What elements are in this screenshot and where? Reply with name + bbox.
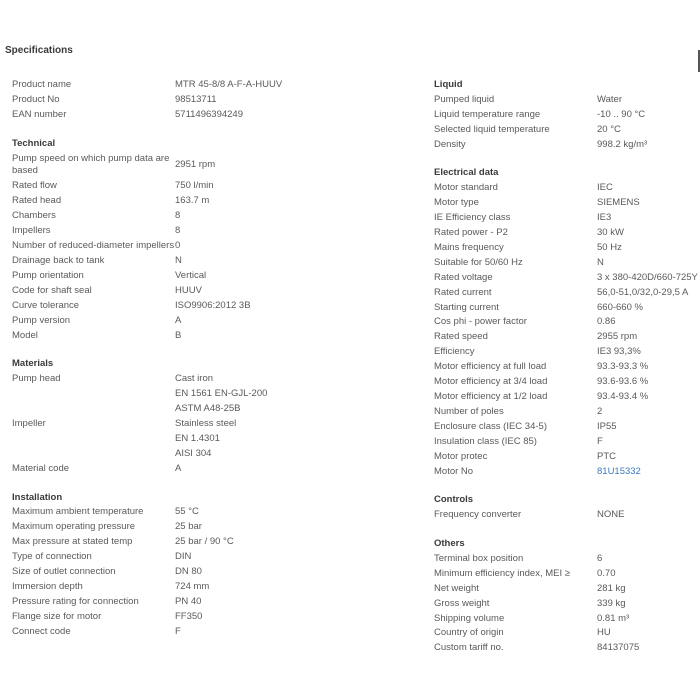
spec-row-continued [12,447,412,462]
spec-label: Gross weight [434,597,490,609]
spec-row-insulation-class-iec-85 [434,435,700,450]
spec-value: 2951 rpm [175,158,216,170]
section-title: Controls [434,494,474,506]
spec-row-pumped-liquid [434,93,700,108]
spec-label: Suitable for 50/60 Hz [434,256,523,268]
section-technical [12,137,412,344]
spec-row-connect-code [12,625,412,640]
spec-value: IEC [597,182,613,194]
spec-value: 724 mm [175,580,210,592]
spec-value: 50 Hz [597,241,622,253]
spec-value: ISO9906:2012 3B [175,299,251,311]
spec-label: Number of reduced-diameter impellers [12,239,175,251]
spec-row-size-of-outlet-connection [12,565,412,580]
spec-value: 56,0-51,0/32,0-29,5 A [597,286,689,298]
spec-label: Type of connection [12,551,92,563]
spec-value: 93.4-93.4 % [597,391,649,403]
spec-row-country-of-origin [434,626,700,641]
spec-label: Frequency converter [434,509,522,521]
spec-label: Curve tolerance [12,299,80,311]
spec-row-ean-number [12,108,412,123]
spec-label: Insulation class (IEC 85) [434,435,537,447]
spec-label [12,447,175,462]
spec-row-number-of-reduced-diameter-impellers [12,239,412,254]
section-title: Others [434,538,465,550]
spec-label: EAN number [12,108,67,120]
spec-row-selected-liquid-temperature [434,123,700,138]
spec-value: 2 [597,405,603,417]
spec-value: 5711496394249 [175,108,243,120]
section-electrical-data [434,166,700,479]
section-installation [12,491,412,640]
spec-row-liquid-temperature-range [434,108,700,123]
spec-value: AISI 304 [175,447,212,459]
spec-value: FF350 [175,610,203,622]
spec-label: Size of outlet connection [12,566,116,578]
spec-value: B [175,329,182,341]
spec-row-custom-tariff-no [434,641,700,656]
spec-label: Impeller [12,417,46,429]
spec-row-number-of-poles [434,405,700,420]
spec-value: HUUV [175,284,202,296]
spec-row-gross-weight [434,597,700,612]
spec-row-motor-standard [434,181,700,196]
section-title: Materials [12,358,54,370]
spec-label: Flange size for motor [12,610,102,622]
spec-value: 339 kg [597,597,626,609]
section-title: Electrical data [434,167,499,179]
spec-value: 93.3-93.3 % [597,361,649,373]
spec-value: N [597,256,604,268]
spec-row-material-code [12,462,412,477]
spec-row-efficiency [434,345,700,360]
spec-label: Enclosure class (IEC 34-5) [434,420,547,432]
spec-label: Connect code [12,625,71,637]
spec-row-terminal-box-position [434,552,700,567]
section-others [434,537,700,656]
spec-label: Rated flow [12,180,57,192]
spec-value: 25 bar [175,521,202,533]
spec-row-model [12,329,412,344]
spec-value: 84137075 [597,642,640,654]
spec-row-immersion-depth [12,580,412,595]
spec-value: PN 40 [175,595,202,607]
spec-row-motor-efficiency-at-3-4-load [434,375,700,390]
spec-row-pump-version [12,314,412,329]
spec-value: IP55 [597,420,617,432]
spec-value: 998.2 kg/m³ [597,138,648,150]
spec-label: Shipping volume [434,612,505,624]
section-materials [12,357,412,476]
spec-label: Rated voltage [434,271,493,283]
spec-row-rated-head [12,194,412,209]
spec-row-suitable-for-50-60-hz [434,256,700,271]
spec-row-max-pressure-at-stated-temp [12,535,412,550]
spec-label: Cos phi - power factor [434,316,527,328]
page-title: Specifications [5,45,73,56]
spec-value: IE3 [597,212,612,224]
spec-label: Pressure rating for connection [12,595,139,607]
spec-value: 8 [175,224,181,236]
spec-row-impellers [12,224,412,239]
spec-value: 0.81 m³ [597,612,630,624]
spec-row-chambers [12,209,412,224]
spec-label: Motor type [434,197,479,209]
spec-value: 8 [175,209,181,221]
spec-label: Efficiency [434,346,475,358]
spec-row-frequency-converter [434,508,700,523]
spec-value: 20 °C [597,123,621,135]
spec-row-curve-tolerance [12,299,412,314]
spec-value: 0 [175,239,181,251]
spec-row-maximum-operating-pressure [12,520,412,535]
spec-value: SIEMENS [597,197,640,209]
section-controls [434,493,700,523]
spec-label: Rated current [434,286,492,298]
spec-row-continued [12,432,412,447]
spec-value: 93.6-93.6 % [597,376,649,388]
spec-label: Net weight [434,582,479,594]
spec-label: Country of origin [434,627,504,639]
spec-value: F [597,435,603,447]
spec-value: DN 80 [175,566,202,578]
spec-row-motor-no [434,465,700,480]
spec-value: 281 kg [597,582,626,594]
spec-label: Code for shaft seal [12,284,92,296]
spec-label: Density [434,138,466,150]
spec-label: Chambers [12,209,56,221]
spec-label: Pump orientation [12,269,84,281]
section-title: Technical [12,137,56,149]
spec-row-rated-voltage [434,271,700,286]
spec-value: 98513711 [175,93,217,105]
left-column [12,78,412,653]
spec-row-motor-efficiency-at-full-load [434,360,700,375]
spec-value: 6 [597,552,603,564]
spec-row-net-weight [434,582,700,597]
spec-row-starting-current [434,301,700,316]
spec-row-product-name [12,78,412,93]
spec-value: Stainless steel [175,417,237,429]
spec-label: Product No [12,93,60,105]
spec-value: 0.70 [597,567,616,579]
spec-row-product-no [12,93,412,108]
spec-row-enclosure-class-iec-34-5 [434,420,700,435]
spec-label: Maximum ambient temperature [12,506,144,518]
spec-row-density [434,138,700,153]
section-title: Installation [12,491,63,503]
spec-label: Maximum operating pressure [12,521,136,533]
spec-row-mains-frequency [434,241,700,256]
spec-label: Motor efficiency at full load [434,361,547,373]
spec-value: DIN [175,551,192,563]
right-column [434,78,700,670]
spec-row-continued [12,402,412,417]
spec-value: EN 1.4301 [175,432,220,444]
spec-value: 2955 rpm [597,331,638,343]
spec-label: Impellers [12,224,51,236]
spec-row-rated-power-p2 [434,226,700,241]
spec-row-motor-efficiency-at-1-2-load [434,390,700,405]
spec-row-rated-speed [434,330,700,345]
spec-value: 55 °C [175,506,199,518]
spec-row-motor-type [434,196,700,211]
spec-label: Rated speed [434,331,488,343]
spec-value: A [175,314,182,326]
spec-row-motor-protec [434,450,700,465]
spec-label: Custom tariff no. [434,642,504,654]
spec-value: PTC [597,450,616,462]
spec-value: 163.7 m [175,195,210,207]
spec-label: Immersion depth [12,580,83,592]
spec-label: Model [12,329,38,341]
spec-row-pump-head [12,372,412,387]
spec-row-cos-phi-power-factor [434,315,700,330]
spec-label: Pump speed on which pump data are based [12,152,170,176]
section-liquid [434,78,700,153]
spec-value: ASTM A48-25B [175,403,241,415]
spec-row-maximum-ambient-temperature [12,505,412,520]
spec-value: 660-660 % [597,301,643,313]
spec-value: A [175,462,182,474]
spec-row-impeller [12,417,412,432]
spec-row-pump-speed-on-which-pump-data-are-based [12,152,412,180]
spec-row-rated-current [434,286,700,301]
section-title: Liquid [434,79,463,90]
spec-row-pump-orientation [12,269,412,284]
spec-label: Max pressure at stated temp [12,536,133,548]
spec-value: 0.86 [597,316,616,328]
spec-value: Water [597,93,622,105]
spec-value: -10 .. 90 °C [597,108,646,120]
spec-value: MTR 45-8/8 A-F-A-HUUV [175,79,283,90]
spec-label: Number of poles [434,405,504,417]
spec-label [12,402,175,417]
spec-value: 750 l/min [175,180,214,192]
spec-label: Mains frequency [434,241,504,253]
spec-value: IE3 93,3% [597,346,641,358]
spec-row-flange-size-for-motor [12,610,412,625]
spec-value: HU [597,627,611,639]
spec-label: Rated power - P2 [434,227,508,239]
spec-label: IE Efficiency class [434,212,511,224]
spec-label: Motor protec [434,450,488,462]
spec-row-shipping-volume [434,612,700,627]
spec-row-pressure-rating-for-connection [12,595,412,610]
spec-value: 3 x 380-420D/660-725Y [597,271,698,283]
spec-label: Terminal box position [434,552,524,564]
spec-label: Starting current [434,301,499,313]
spec-value: Cast iron [175,373,214,385]
spec-row-type-of-connection [12,550,412,565]
spec-label: Drainage back to tank [12,255,105,267]
spec-value: NONE [597,509,625,521]
spec-row-ie-efficiency-class [434,211,700,226]
spec-label: Minimum efficiency index, MEI ≥ [434,567,570,579]
spec-value: 30 kW [597,227,624,239]
spec-label: Rated head [12,195,62,207]
spec-label: Motor No [434,465,474,477]
spec-label: Pump head [12,373,61,385]
spec-label [12,387,175,402]
spec-value: Vertical [175,269,207,281]
spec-label: Motor standard [434,182,498,194]
spec-row-drainage-back-to-tank [12,254,412,269]
spec-label: Motor efficiency at 3/4 load [434,376,548,388]
spec-label: Material code [12,462,70,474]
spec-label [12,432,175,447]
spec-label: Selected liquid temperature [434,123,550,135]
spec-value: N [175,255,182,267]
spec-value-link[interactable]: 81U15332 [597,465,641,477]
spec-row-continued [12,387,412,402]
spec-label: Liquid temperature range [434,108,541,120]
spec-value: F [175,625,181,637]
spec-row-code-for-shaft-seal [12,284,412,299]
spec-label: Pumped liquid [434,93,495,105]
spec-label: Motor efficiency at 1/2 load [434,391,548,403]
spec-value: 25 bar / 90 °C [175,536,234,548]
spec-row-minimum-efficiency-index-mei [434,567,700,582]
section-product [12,78,412,123]
spec-label: Pump version [12,314,71,326]
spec-label: Product name [12,79,72,90]
spec-value: EN 1561 EN-GJL-200 [175,388,268,400]
spec-row-rated-flow [12,179,412,194]
